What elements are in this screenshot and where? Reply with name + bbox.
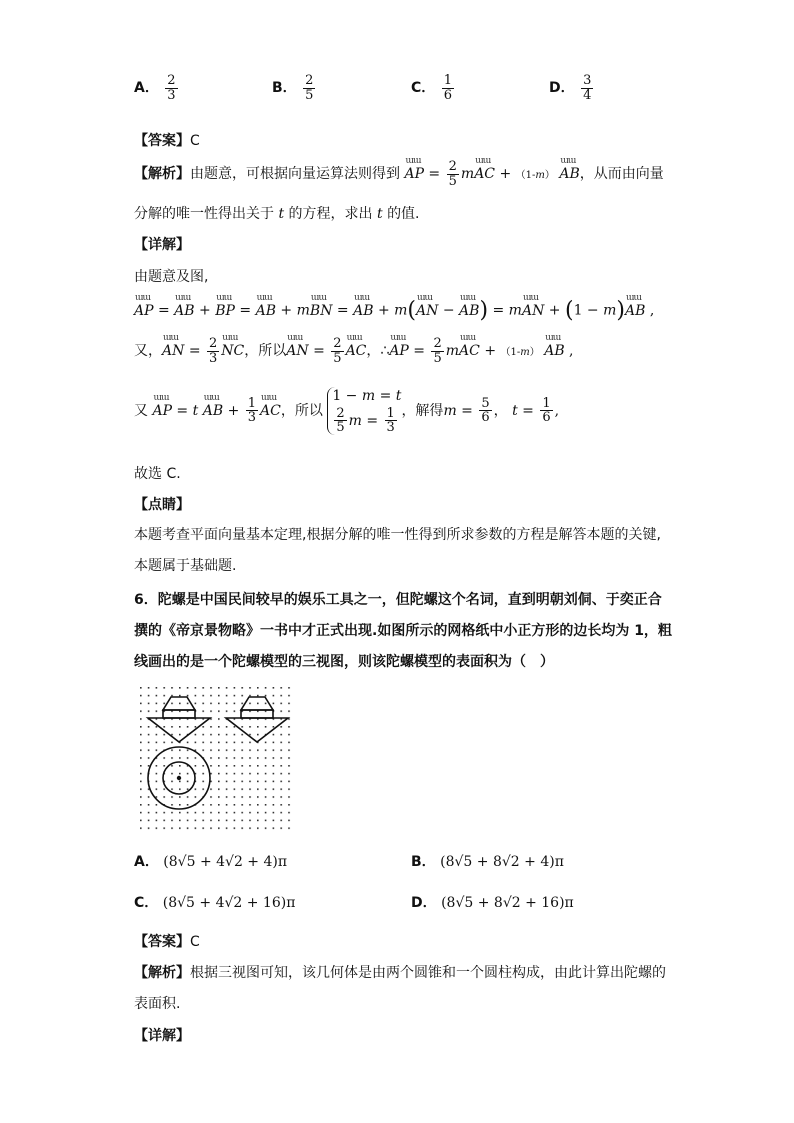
q5-comment-line2: 本题属于基础题. xyxy=(134,558,237,574)
q6-option-d-value: (8√5 + 8√2 + 16)π xyxy=(441,895,574,911)
q6-option-c-value: (8√5 + 4√2 + 16)π xyxy=(162,895,296,911)
option-c xyxy=(411,74,456,102)
q5-detail-eq3: 又 ɯɯ AP = t ɯɯ AB + $\frac{1}{3}$ ɯɯ AC，所以 1 − m = t $\frac{2}{5}$ m = $\frac{1}{3}$ ，解得m = $\frac{5}{6}$ ， t = $\frac{1}{6}$ , xyxy=(134,387,559,435)
option-b-fraction: $\frac{2}{5}$ xyxy=(305,73,314,103)
option-a-label: A． xyxy=(134,80,159,97)
q5-conclusion: 故选 C. xyxy=(134,466,181,482)
q5-detail-line1: 由题意及图, xyxy=(134,269,209,285)
q5-detail-tag: 【详解】 xyxy=(134,237,190,253)
q6-option-d: D． (8√5 + 8√2 + 16)π xyxy=(411,895,574,911)
option-a xyxy=(134,74,180,102)
q5-answer xyxy=(134,130,200,150)
q6-detail-tag: 【详解】 xyxy=(134,1028,190,1044)
option-d-label: D． xyxy=(549,80,575,97)
three-view-svg xyxy=(140,687,296,830)
q5-comment-line1: 本题考查平面向量基本定理,根据分解的唯一性得到所求参数的方程是解答本题的关键, xyxy=(134,527,661,543)
q6-answer: 【答案】C xyxy=(134,934,200,950)
q5-comment-tag: 【点睛】 xyxy=(134,497,190,513)
q6-stem-line3: 线画出的是一个陀螺模型的三视图，则该陀螺模型的表面积为（ ） xyxy=(134,654,554,670)
option-b xyxy=(272,74,317,102)
answer-tag: 【答案】 xyxy=(134,133,190,149)
q5-detail-eq1: ɯɯ AP = ɯɯ AB + ɯɯ BP = ɯɯ AB + mɯɯ BN = ɯɯ AB + m(ɯɯ AN − ɯɯ AB) = mɯɯ AN + (1 − m)ɯɯ AB , xyxy=(134,298,654,323)
q6-option-b-value: (8√5 + 8√2 + 4)π xyxy=(440,854,564,870)
q5-analysis-line1: 【解析】由题意，可根据向量运算法则得到 ɯɯ AP = $\frac{2}{5}$ mɯɯ AC + （1-m） ɯɯ AB，从而由向量 xyxy=(134,160,664,188)
option-d xyxy=(549,74,595,102)
analysis-tag: 【解析】 xyxy=(134,166,190,183)
option-a-fraction: $\frac{2}{3}$ xyxy=(167,73,176,103)
q6-option-a-value: (8√5 + 4√2 + 4)π xyxy=(163,854,288,870)
q6-answer-value: C xyxy=(190,934,200,950)
option-c-fraction: $\frac{1}{6}$ xyxy=(443,73,453,103)
q6-option-a: A． (8√5 + 4√2 + 4)π xyxy=(134,854,288,870)
option-c-label: C． xyxy=(411,80,436,97)
q6-analysis-line1: 【解析】根据三视图可知，该几何体是由两个圆锥和一个圆柱构成，由此计算出陀螺的 xyxy=(134,965,666,981)
option-d-fraction: $\frac{3}{4}$ xyxy=(583,73,592,103)
q6-option-c: C． (8√5 + 4√2 + 16)π xyxy=(134,895,296,911)
q6-analysis-line2: 表面积. xyxy=(134,996,181,1012)
option-b-label: B． xyxy=(272,80,297,97)
q6-stem-line2: 撰的《帝京景物略》一书中才正式出现.如图所示的网格纸中小正方形的边长均为 1，粗 xyxy=(134,623,672,639)
q5-analysis-line2: 分解的唯一性得出关于 t 的方程，求出 t 的值. xyxy=(134,206,420,222)
q6-stem-line1: 6．陀螺是中国民间较早的娱乐工具之一，但陀螺这个名词，直到明朝刘侗、于奕正合 xyxy=(134,592,662,608)
q5-detail-eq2: 又，ɯɯ AN = $\frac{2}{3}$ ɯɯ NC，所以ɯɯ AN = $\frac{2}{5}$ ɯɯ AC，∴ɯɯ AP = $\frac{2}{5}$ mɯɯ AC + （1-m） ɯɯ AB , xyxy=(134,337,574,365)
three-view-figure xyxy=(140,687,296,830)
answer-value: C xyxy=(190,133,200,149)
q6-option-b: B． (8√5 + 8√2 + 4)π xyxy=(411,854,564,870)
